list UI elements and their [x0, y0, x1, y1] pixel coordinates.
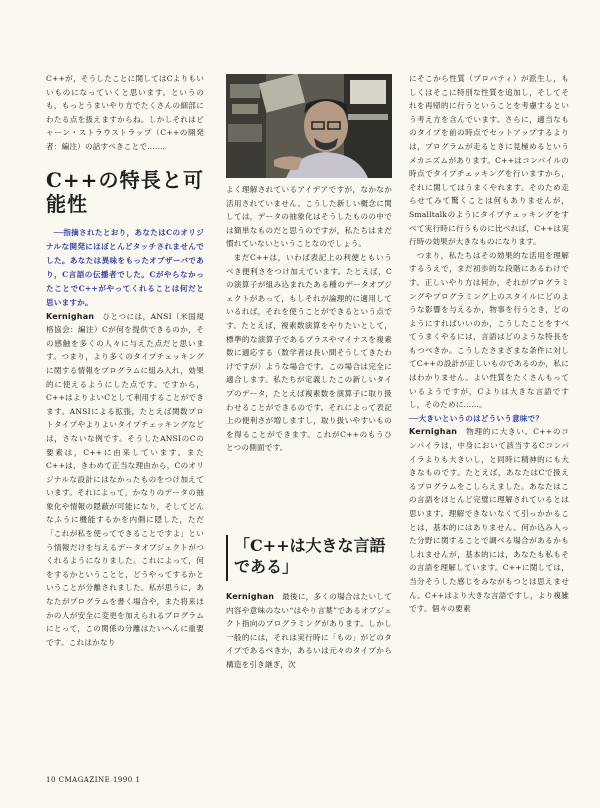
- speaker-name: Kernighan: [46, 311, 95, 321]
- answer-paragraph: [46, 310, 204, 650]
- portrait-photo-icon: [226, 74, 392, 178]
- page-footer: 10 CMAGAZINE 1990 1: [46, 776, 141, 784]
- paragraph: よく理解されているアイデアですが，なかなか活用されていません。こうした新しい概念に関しては，データの抽象化はそうしたものの中では簡単なものだと思うのですが，私たちはまだ慣れていないということなのでしょう。: [226, 185, 392, 249]
- paragraph: まだC++は，いわば表記上の利便ともいうべき便利さをつけ加えています。たとえば，Cの演算子が組み込まれたある種のデータオブジェクトがあって，もしそれが論理的に適用しているれば，それを使うことができるという点です。たとえば，複素数演算をやりたいとして，標準的な演算子であるプラスやマイナスを複素数に適応する（数学者は長い間そうしてきたわけですが）ような場合です。この場合は完全に適合します。私たちが定義したこの新しいタイプのデータ，たとえば複素数を演算子に取り扱わせることができるのです。それによって表記上の便利さが増しますし，取り扱いやすいものを得ることができます。これがC++のもうひとつの側面です。: [226, 252, 392, 453]
- interviewer-question: ──指摘されたとおり，あなたはCのオリジナルな開発にほぼとんどタッチされませんでした。あなたは異味をもったオブザーバであり，C言語の伝播者でした。CがやらなかったことでC++がやってくれることは何だと思いますか。: [46, 227, 204, 307]
- pull-quote: [226, 535, 394, 581]
- section-heading: C++の特長と可能性: [46, 167, 204, 216]
- answer-text: 物理的に大きい。C++のコンパイラは，中身において該当するCコンパイラよりも大きいし，と同時に精神的にも大きなものです。たとえば，あなたはCで扱えるプログラムをこしらえました。あなたはこの言語をほとんど完璧に理解されているとは思います。理解できないなくて引っかかることは，基本的にはありません。何か込み入った分野に関することで調べる場合があるかもしれませんが，基本的には，あなたも私もその言語を理解しています。C++に関しては，当分そうした感じをみながもつとは思えません。C++はより大きな言語ですし，より複雑です。個々の要素: [409, 427, 569, 614]
- speaker-name: Kernighan: [409, 427, 458, 437]
- column-2: [226, 183, 392, 455]
- interviewer-question: ──大きいというのはどういう意味で？: [409, 413, 544, 423]
- answer-text: ひとつには，ANSI（米国規格協会：編注）Cが何を提供できるのか，その感触を多くの人々に与えた点だと思います。つまり，より多くのタイプチェッキングに関する情報をプログラムに組み入れ，効果的に使えるようにした点です。ですから，C++はよりよいCとして利用することができます。ANSIによる拡張，たとえば関数プロトタイプやよりよいタイプチェッキングなどは，さないな例です。そうしたANSIのCの要素は，C++に由来しています。またC++は，きわめて正当な理由から，Cのオリジナルな設計にはなかったものをつけ加えています。それによって，かなりのデータの抽象化や情報の隠蔽が可能になり，そしてどんなふうに機能するかを内側に隠した，ただ「これが私を使ってできることですよ」という情報だけを与えるデータオブジェクトがつくれるようになりました。これによって，何をするかということと，どうやってするかということが分離されました。私が思うに，あなたがプログラムを書く場合や，また将来ほかの人が安全に変更を加えられるプログラムにとって，この関係の分離はたいへんに重要です。これはかなり: [46, 311, 204, 647]
- answer-paragraph: [226, 590, 392, 672]
- pull-quote-text: 「C++は大きな言語である」: [234, 536, 386, 576]
- paragraph: C++が，そうしたことに関してはCよりもいいものになっていくと思います。というのも，もっとうまいやり方でたくさんの細部にわたる点を扱えますからね。しかしそれはビャーン・ストラウストラップ（C++の開発者：編注）の話すべきことで……。: [46, 74, 204, 151]
- speaker-name: Kernighan: [226, 592, 275, 601]
- column-3: [409, 72, 569, 616]
- answer-text: 最後に，多くの場合はたいして内容や意味のない“はやり言葉”であるオブジェクト指向のプログラミングがあります。しかし一般的には，それは実行時に「もの」がどのタイプであるべきか，あるいは元々のタイプから構造を引き継ぎ，次: [226, 592, 392, 669]
- column-1: [46, 72, 204, 649]
- paragraph: つまり，私たちはその効果的な活用を理解するうえで，まだ初歩的な段階にあるわけです。正しいやり方は何か，それがプログラミングやプログラミング上のスタイルにどのような影響を与えるか，物事を行うとき，どのようにすればいいのか，こうしたことをすべてうまくやるには，言語はどのような特長をもつべきか。こうしたさまざまな条件に対してC++の設計が正しいものであるのか，私にはわかりません。よい性質をたくさんもっているようですが，Cよりは大きな言語ですし，そのために……。: [409, 250, 569, 410]
- interview-photo: [226, 74, 392, 178]
- answer-paragraph: [409, 425, 569, 615]
- paragraph: にそこから性質（プロパティ）が派生し，もしくはそこに特別な性質を追加し，そしてそれを再帰的に行うということを考慮するという考え方を含んでいます。さらに，適当なものタイプを前の時点でセットアップするよりは，プログラムが走るときに見極めるというメカニズムがあります。C++はコンパイルの時点でタイプチェッキングを行いますから，それに関してはうまくやれます。そのため走らせてみて驚くことは何もありませんが，Smalltalkのようにタイプチェッキングをすべて実行時に行うものに比べれば，C++は実行時の効果が大きなものになります。: [409, 74, 569, 247]
- column-2-bottom: [226, 590, 392, 672]
